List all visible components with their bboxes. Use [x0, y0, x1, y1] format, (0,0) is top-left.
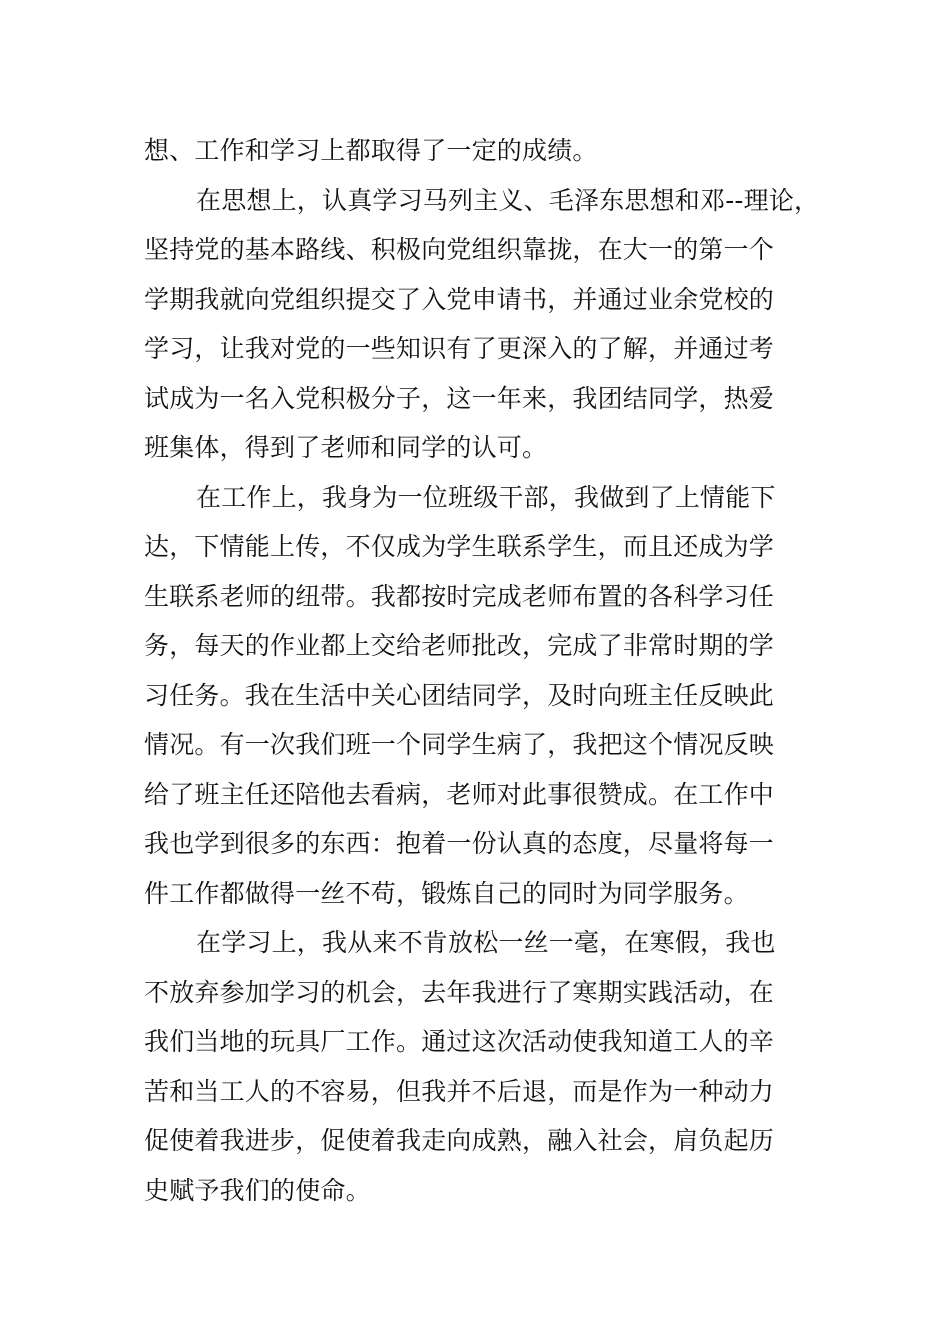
text-line: 生联系老师的纽带。我都按时完成老师布置的各科学习任: [144, 581, 775, 611]
text-line: 坚持党的基本路线、积极向党组织靠拢，在大一的第一个: [144, 235, 775, 264]
text-line: 情况。有一次我们班一个同学生病了，我把这个情况反映: [144, 730, 775, 759]
text-line: 试成为一名入党积极分子，这一年来，我团结同学，热爱: [144, 383, 775, 413]
text-line: 务，每天的作业都上交给老师批改，完成了非常时期的学: [144, 631, 775, 660]
text-line: 想、工作和学习上都取得了一定的成绩。: [144, 136, 598, 165]
text-line: 我们当地的玩具厂工作。通过这次活动使我知道工人的辛: [144, 1027, 775, 1056]
text-line: 班集体，得到了老师和同学的认可。: [144, 433, 548, 462]
text-line: 件工作都做得一丝不苟，锻炼自己的同时为同学服务。: [144, 878, 749, 908]
text-line: 学期我就向党组织提交了入党申请书，并通过业余党校的: [144, 284, 775, 314]
paragraph-first-line: 在学习上，我从来不肯放松一丝一毫，在寒假，我也: [196, 928, 776, 957]
paragraph-first-line: 在工作上，我身为一位班级干部，我做到了上情能下: [196, 482, 776, 512]
text-line: 促使着我进步，促使着我走向成熟，融入社会，肩负起历: [144, 1126, 775, 1155]
paragraph-first-line: 在思想上，认真学习马列主义、毛泽东思想和邓--理论，: [196, 185, 820, 215]
text-line: 我也学到很多的东西：抱着一份认真的态度，尽量将每一: [144, 829, 775, 858]
text-line: 不放弃参加学习的机会，去年我进行了寒期实践活动，在: [144, 977, 775, 1007]
text-line: 学习，让我对党的一些知识有了更深入的了解，并通过考: [144, 334, 775, 363]
text-line: 达，下情能上传，不仅成为学生联系学生，而且还成为学: [144, 532, 775, 561]
text-line: 给了班主任还陪他去看病，老师对此事很赞成。在工作中: [144, 779, 775, 809]
text-line: 习任务。我在生活中关心团结同学，及时向班主任反映此: [144, 680, 775, 710]
text-line: 史赋予我们的使命。: [144, 1175, 371, 1205]
document-body: [144, 126, 820, 1215]
text-line: 苦和当工人的不容易，但我并不后退，而是作为一种动力: [144, 1076, 775, 1106]
